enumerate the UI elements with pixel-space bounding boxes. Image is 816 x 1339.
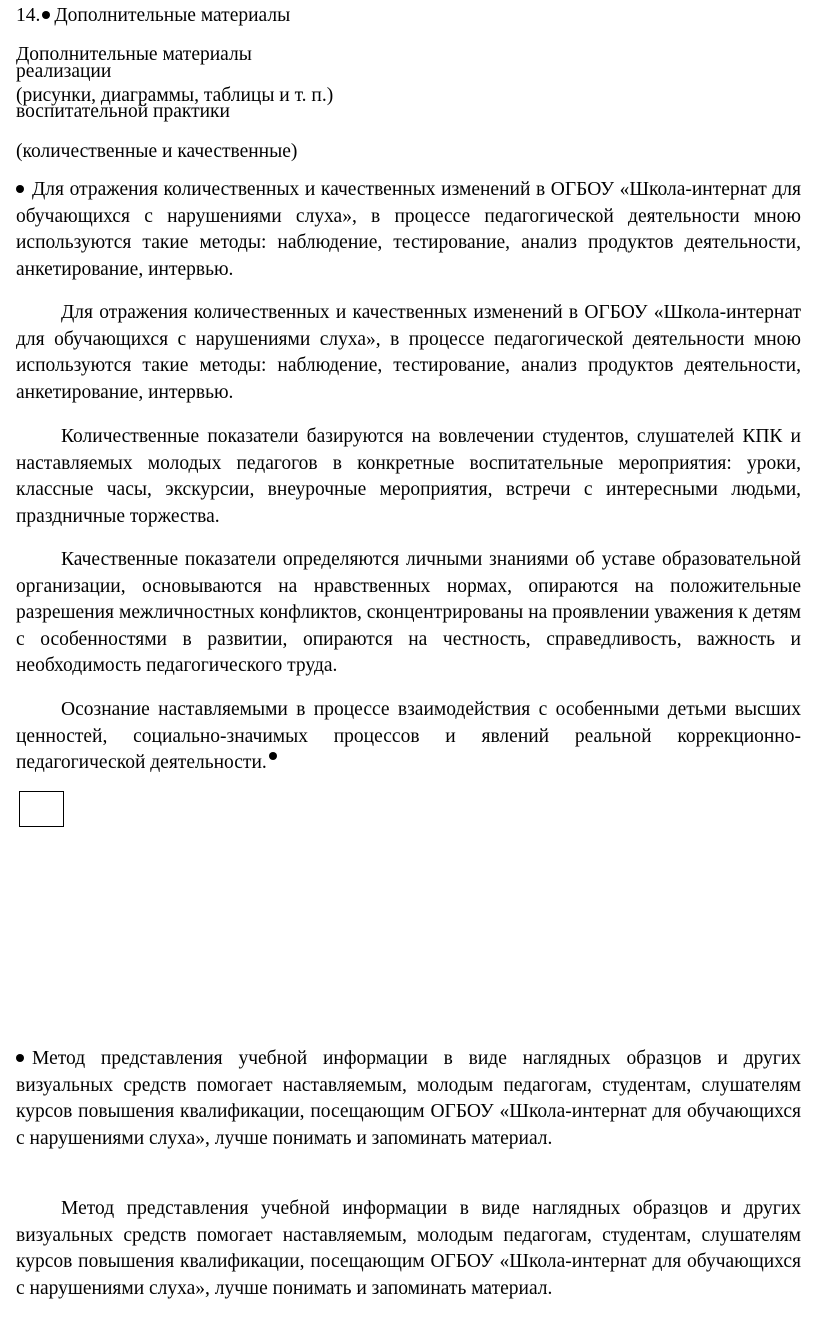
bullet-icon xyxy=(42,11,50,19)
empty-box xyxy=(19,791,64,827)
bullet-icon xyxy=(16,185,24,193)
paragraph-7: Метод представления учебной информации в виде наглядных образцов и других визуальных средств помогает наставляемым, молодым педагогам, студентам, слушателям курсов повышения квалификации, посещающим ОГБОУ «Школа-интернат для обучающихся с нарушениями слуха», лучше понимать и запоминать материал. xyxy=(16,1198,801,1299)
paragraph-6-text: Метод представления учебной информации в виде наглядных образцов и других визуальных средств помогает наставляемым, молодым педагогам, студентам, слушателям курсов повышения квалификации, посещающим ОГБОУ «Школа-интернат для обучающихся с нарушениями слуха», лучше понимать и запоминать материал. xyxy=(16,1048,801,1149)
bullet-icon xyxy=(16,1054,24,1062)
paragraph-4: Качественные показатели определяются личными знаниями об уставе образовательной организации, основываются на нравственных нормах, опираются на положительные разрешения межличностных конфликтов, сконцентрированы на проявлении уважения к детям с особенностями в развитии, опираются на честность, справедливость, важность и необходимость педагогического труда. xyxy=(16,549,801,676)
paragraph-1 xyxy=(16,177,801,283)
paragraph-6 xyxy=(16,1046,801,1152)
paragraph-3: Количественные показатели базируются на вовлечении студентов, слушателей КПК и наставляемых молодых педагогов в конкретные воспитательные мероприятия: уроки, классные часы, экскурсии, внеурочные мероприятия, встречи с интересными людьми, праздничные торжества. xyxy=(16,426,801,527)
subtitle: (количественные и качественные) xyxy=(16,141,298,162)
section-heading xyxy=(16,6,290,26)
paragraph-1-text: Для отражения количественных и качественных изменений в ОГБОУ «Школа-интернат для обучающихся с нарушениями слуха», в процессе педагогической деятельности мною используются такие методы: наблюдение, тестирование, анализ продуктов деятельности, анкетирование, интервью. xyxy=(16,179,801,280)
caption-line-3: (рисунки, диаграммы, таблицы и т. п.) xyxy=(16,85,334,106)
paragraph-5 xyxy=(16,697,801,777)
caption-line-1: Дополнительные материалы xyxy=(16,44,252,65)
bullet-icon xyxy=(269,752,277,760)
caption-line-4: воспитательной практики xyxy=(16,101,230,122)
paragraph-5-text: Осознание наставляемыми в процессе взаимодействия с особенными детьми высших ценностей, социально-значимых процессов и явлений реальной коррекционно-педагогической деятельности. xyxy=(16,699,801,773)
caption-line-2: реализации xyxy=(16,61,112,82)
section-number: 14. xyxy=(16,5,41,26)
paragraph-2: Для отражения количественных и качественных изменений в ОГБОУ «Школа-интернат для обучающихся с нарушениями слуха», в процессе педагогической деятельности мною используются такие методы: наблюдение, тестирование, анализ продуктов деятельности, анкетирование, интервью. xyxy=(16,302,801,403)
section-title: Дополнительные материалы xyxy=(54,5,291,26)
